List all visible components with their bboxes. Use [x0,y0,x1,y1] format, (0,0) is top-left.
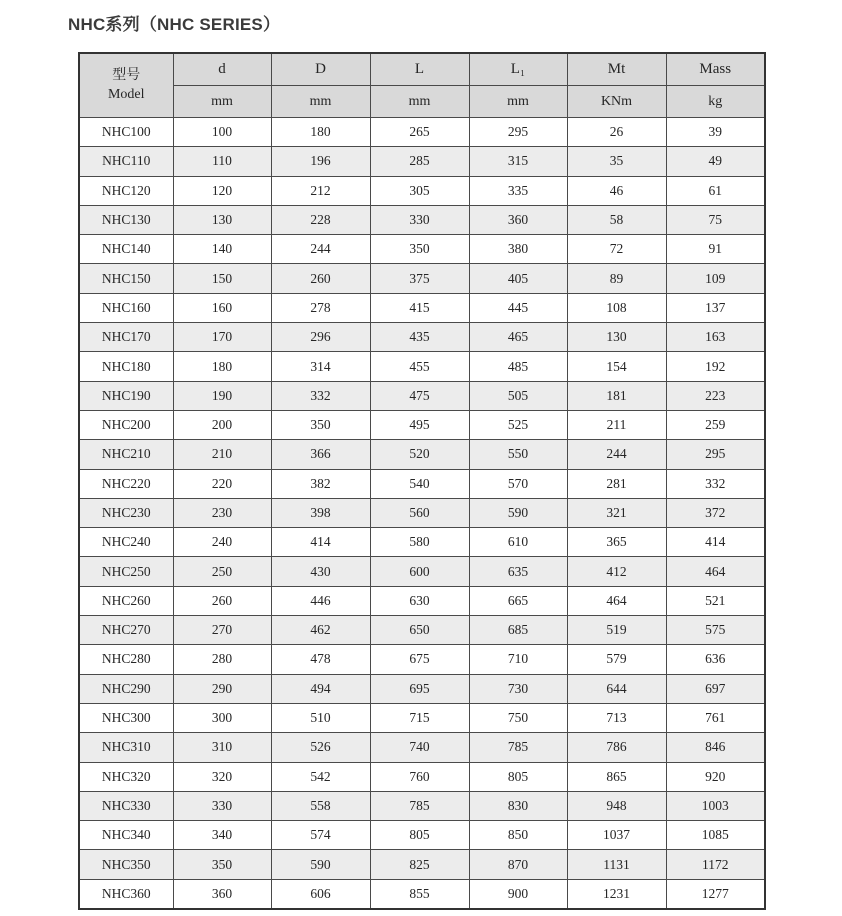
value-cell-d: 150 [173,264,271,293]
value-cell-Mass: 636 [666,645,765,674]
value-cell-Mass: 259 [666,410,765,439]
value-cell-L: 540 [370,469,469,498]
value-cell-Mass: 91 [666,235,765,264]
value-cell-L: 650 [370,616,469,645]
value-cell-L: 855 [370,879,469,909]
value-cell-L1: 445 [469,293,567,322]
value-cell-D: 606 [271,879,370,909]
value-cell-D: 398 [271,498,370,527]
table-row [79,674,765,703]
model-header-en: Model [107,86,145,102]
value-cell-Mass: 414 [666,528,765,557]
value-cell-Mt: 130 [567,323,666,352]
value-cell-L: 285 [370,147,469,176]
value-cell-d: 100 [173,118,271,147]
header-label-row [79,53,765,86]
table-row [79,821,765,850]
value-cell-d: 280 [173,645,271,674]
value-cell-D: 446 [271,586,370,615]
value-cell-Mt: 89 [567,264,666,293]
value-cell-Mt: 1231 [567,879,666,909]
value-cell-L1: 610 [469,528,567,557]
value-cell-L1: 805 [469,762,567,791]
value-cell-D: 510 [271,703,370,732]
value-cell-d: 330 [173,791,271,820]
value-cell-D: 278 [271,293,370,322]
value-cell-Mt: 644 [567,674,666,703]
value-cell-L1: 465 [469,323,567,352]
value-cell-D: 260 [271,264,370,293]
value-cell-Mt: 713 [567,703,666,732]
table-row [79,616,765,645]
value-cell-D: 212 [271,176,370,205]
column-header-D: D [271,53,370,86]
value-cell-Mass: 1277 [666,879,765,909]
model-cell: NHC210 [79,440,173,469]
value-cell-D: 228 [271,205,370,234]
value-cell-L: 350 [370,235,469,264]
table-row [79,557,765,586]
table-row [79,703,765,732]
table-row [79,264,765,293]
value-cell-Mt: 58 [567,205,666,234]
value-cell-Mass: 137 [666,293,765,322]
value-cell-Mt: 365 [567,528,666,557]
table-row [79,762,765,791]
table-row [79,118,765,147]
value-cell-D: 196 [271,147,370,176]
value-cell-d: 190 [173,381,271,410]
value-cell-d: 160 [173,293,271,322]
table-row [79,850,765,879]
value-cell-Mt: 948 [567,791,666,820]
value-cell-L1: 665 [469,586,567,615]
model-cell: NHC180 [79,352,173,381]
table-row [79,733,765,762]
value-cell-Mt: 181 [567,381,666,410]
value-cell-Mt: 35 [567,147,666,176]
value-cell-Mass: 575 [666,616,765,645]
value-cell-d: 240 [173,528,271,557]
value-cell-L: 560 [370,498,469,527]
value-cell-D: 462 [271,616,370,645]
value-cell-D: 180 [271,118,370,147]
value-cell-d: 230 [173,498,271,527]
table-row [79,879,765,909]
table-row [79,147,765,176]
value-cell-Mass: 75 [666,205,765,234]
value-cell-Mass: 295 [666,440,765,469]
value-cell-Mass: 464 [666,557,765,586]
value-cell-L1: 785 [469,733,567,762]
value-cell-L1: 485 [469,352,567,381]
model-cell: NHC120 [79,176,173,205]
value-cell-d: 110 [173,147,271,176]
value-cell-L: 495 [370,410,469,439]
value-cell-d: 270 [173,616,271,645]
value-cell-d: 360 [173,879,271,909]
value-cell-D: 244 [271,235,370,264]
model-cell: NHC340 [79,821,173,850]
column-header-L: L [370,53,469,86]
value-cell-L1: 685 [469,616,567,645]
value-cell-D: 590 [271,850,370,879]
value-cell-Mt: 244 [567,440,666,469]
table-row [79,469,765,498]
value-cell-L1: 570 [469,469,567,498]
value-cell-d: 210 [173,440,271,469]
unit-header-L1: mm [469,86,567,118]
value-cell-Mt: 865 [567,762,666,791]
value-cell-L: 265 [370,118,469,147]
nhc-series-spec-table [78,52,766,910]
table-row [79,323,765,352]
value-cell-D: 314 [271,352,370,381]
value-cell-D: 430 [271,557,370,586]
value-cell-Mt: 72 [567,235,666,264]
value-cell-L1: 635 [469,557,567,586]
value-cell-L1: 405 [469,264,567,293]
table-row [79,440,765,469]
value-cell-L: 740 [370,733,469,762]
value-cell-Mass: 163 [666,323,765,352]
value-cell-Mass: 521 [666,586,765,615]
column-header-d: d [173,53,271,86]
unit-header-D: mm [271,86,370,118]
table-body [79,118,765,910]
value-cell-Mt: 26 [567,118,666,147]
value-cell-L: 805 [370,821,469,850]
value-cell-L: 330 [370,205,469,234]
value-cell-d: 290 [173,674,271,703]
value-cell-D: 478 [271,645,370,674]
value-cell-D: 558 [271,791,370,820]
value-cell-Mt: 108 [567,293,666,322]
value-cell-Mass: 1003 [666,791,765,820]
value-cell-Mass: 846 [666,733,765,762]
value-cell-L: 415 [370,293,469,322]
value-cell-d: 310 [173,733,271,762]
model-cell: NHC280 [79,645,173,674]
model-column-header [79,53,173,118]
value-cell-Mt: 519 [567,616,666,645]
table-header [79,53,765,118]
value-cell-Mass: 39 [666,118,765,147]
value-cell-L: 695 [370,674,469,703]
value-cell-L: 760 [370,762,469,791]
table-row [79,235,765,264]
value-cell-Mt: 1037 [567,821,666,850]
value-cell-L: 455 [370,352,469,381]
value-cell-D: 366 [271,440,370,469]
value-cell-D: 296 [271,323,370,352]
column-header-Mass: Mass [666,53,765,86]
value-cell-L1: 710 [469,645,567,674]
value-cell-d: 350 [173,850,271,879]
value-cell-L1: 335 [469,176,567,205]
value-cell-L1: 830 [469,791,567,820]
table-row [79,645,765,674]
model-cell: NHC160 [79,293,173,322]
value-cell-Mass: 761 [666,703,765,732]
table-row [79,352,765,381]
model-cell: NHC310 [79,733,173,762]
model-cell: NHC170 [79,323,173,352]
value-cell-Mt: 412 [567,557,666,586]
model-cell: NHC320 [79,762,173,791]
value-cell-Mass: 332 [666,469,765,498]
value-cell-Mass: 192 [666,352,765,381]
value-cell-d: 180 [173,352,271,381]
value-cell-D: 526 [271,733,370,762]
table-row [79,205,765,234]
value-cell-d: 200 [173,410,271,439]
value-cell-d: 220 [173,469,271,498]
table-row [79,528,765,557]
value-cell-L1: 590 [469,498,567,527]
value-cell-D: 542 [271,762,370,791]
value-cell-L1: 870 [469,850,567,879]
model-cell: NHC220 [79,469,173,498]
page-title: NHC系列（NHC SERIES） [68,15,281,34]
model-cell: NHC290 [79,674,173,703]
value-cell-Mt: 281 [567,469,666,498]
table-row [79,293,765,322]
value-cell-d: 120 [173,176,271,205]
value-cell-Mt: 154 [567,352,666,381]
value-cell-d: 300 [173,703,271,732]
value-cell-D: 414 [271,528,370,557]
unit-header-Mass: kg [666,86,765,118]
value-cell-d: 130 [173,205,271,234]
value-cell-d: 320 [173,762,271,791]
model-cell: NHC250 [79,557,173,586]
value-cell-d: 260 [173,586,271,615]
header-unit-row [79,86,765,118]
value-cell-d: 140 [173,235,271,264]
model-cell: NHC360 [79,879,173,909]
value-cell-Mass: 1085 [666,821,765,850]
table-row [79,498,765,527]
value-cell-D: 382 [271,469,370,498]
value-cell-L1: 850 [469,821,567,850]
value-cell-L: 580 [370,528,469,557]
value-cell-L: 520 [370,440,469,469]
value-cell-Mass: 372 [666,498,765,527]
value-cell-d: 250 [173,557,271,586]
value-cell-Mt: 321 [567,498,666,527]
value-cell-L: 825 [370,850,469,879]
table-row [79,791,765,820]
model-cell: NHC270 [79,616,173,645]
model-cell: NHC350 [79,850,173,879]
value-cell-Mt: 211 [567,410,666,439]
model-cell: NHC200 [79,410,173,439]
model-cell: NHC240 [79,528,173,557]
model-cell: NHC190 [79,381,173,410]
unit-header-d: mm [173,86,271,118]
value-cell-L: 600 [370,557,469,586]
value-cell-d: 340 [173,821,271,850]
value-cell-L1: 360 [469,205,567,234]
model-cell: NHC150 [79,264,173,293]
value-cell-L: 785 [370,791,469,820]
value-cell-D: 574 [271,821,370,850]
table-row [79,410,765,439]
model-header-zh: 型号 [112,68,141,84]
value-cell-Mass: 920 [666,762,765,791]
column-header-L1: L₁ [469,53,567,86]
value-cell-L1: 525 [469,410,567,439]
value-cell-L1: 730 [469,674,567,703]
value-cell-Mt: 1131 [567,850,666,879]
value-cell-Mt: 579 [567,645,666,674]
value-cell-Mass: 49 [666,147,765,176]
value-cell-L1: 900 [469,879,567,909]
value-cell-Mass: 697 [666,674,765,703]
value-cell-Mass: 61 [666,176,765,205]
value-cell-L: 715 [370,703,469,732]
model-cell: NHC100 [79,118,173,147]
value-cell-Mass: 1172 [666,850,765,879]
value-cell-D: 332 [271,381,370,410]
value-cell-L1: 550 [469,440,567,469]
model-cell: NHC260 [79,586,173,615]
value-cell-L: 305 [370,176,469,205]
table-row [79,381,765,410]
value-cell-L: 375 [370,264,469,293]
value-cell-Mass: 223 [666,381,765,410]
model-cell: NHC330 [79,791,173,820]
column-header-Mt: Mt [567,53,666,86]
value-cell-L1: 380 [469,235,567,264]
model-cell: NHC230 [79,498,173,527]
value-cell-L1: 295 [469,118,567,147]
table-row [79,586,765,615]
model-cell: NHC140 [79,235,173,264]
value-cell-L1: 315 [469,147,567,176]
value-cell-d: 170 [173,323,271,352]
model-cell: NHC110 [79,147,173,176]
table-row [79,176,765,205]
model-cell: NHC130 [79,205,173,234]
value-cell-D: 350 [271,410,370,439]
value-cell-L: 675 [370,645,469,674]
value-cell-L: 475 [370,381,469,410]
unit-header-Mt: KNm [567,86,666,118]
model-cell: NHC300 [79,703,173,732]
value-cell-D: 494 [271,674,370,703]
value-cell-L1: 750 [469,703,567,732]
value-cell-Mt: 786 [567,733,666,762]
unit-header-L: mm [370,86,469,118]
value-cell-Mt: 464 [567,586,666,615]
value-cell-Mass: 109 [666,264,765,293]
value-cell-L1: 505 [469,381,567,410]
value-cell-L: 435 [370,323,469,352]
value-cell-L: 630 [370,586,469,615]
value-cell-Mt: 46 [567,176,666,205]
